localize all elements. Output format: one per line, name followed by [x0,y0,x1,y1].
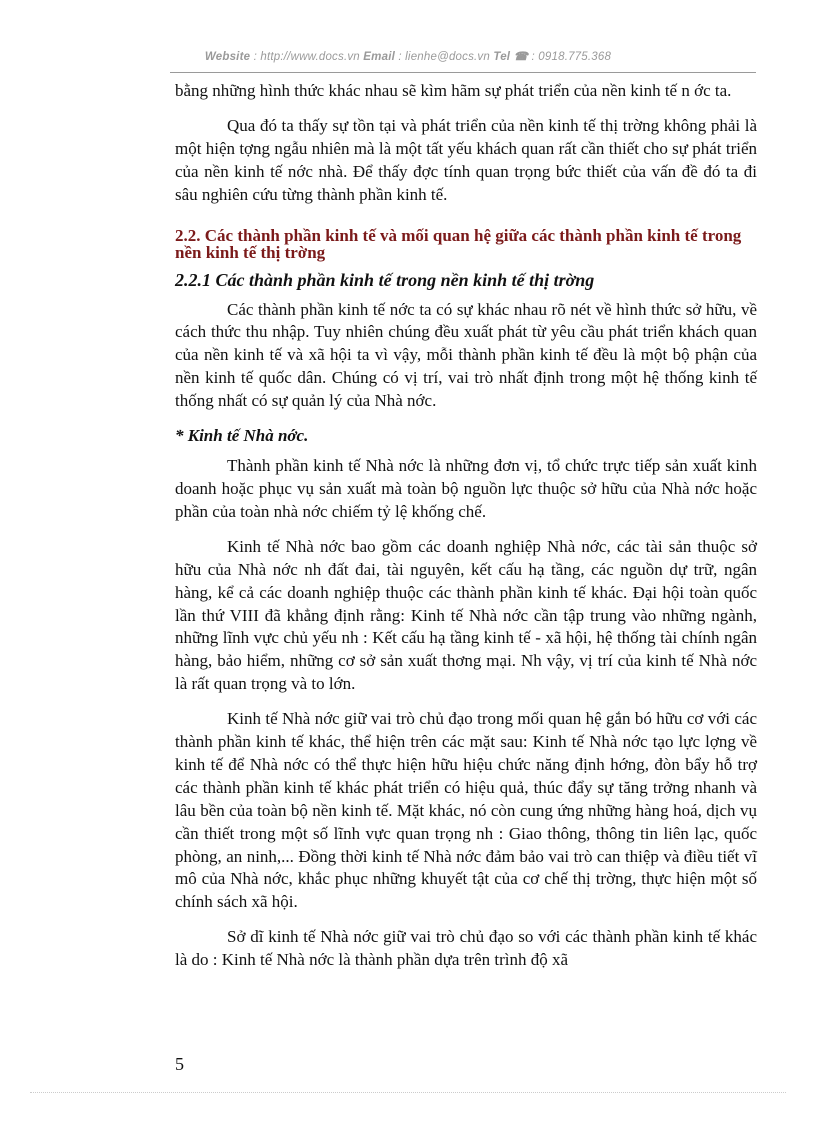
website-label: Website [204,51,251,63]
page-number: 5 [175,1054,184,1074]
state-economy-heading: * Kinh tế Nhà nớc. [175,426,309,446]
tel-value: : 0918.775.368 [531,51,612,63]
paragraph-2: Qua đó ta thấy sự tồn tại và phát triển của nền kinh tế thị trờng không phải là một hiện tợng ngẫu nhiên mà là một tất yếu khách quan rất cần thiết cho sự phát triển của nền kinh tế nớc nhà. Để thấy đợc tính quan trọng bức thiết của vấn đề đó ta đi sâu nghiên cứu từng thành phần kinh tế. [175,115,757,204]
header-divider [170,72,756,73]
tel-label: Tel ☎ [493,51,529,63]
website-value: : http://www.docs.vn [253,51,360,63]
footer-divider [30,1092,786,1093]
section-heading-2-2: 2.2. Các thành phần kinh tế và mối quan hệ giữa các thành phần kinh tế trong nền kinh tế thị trờng [175,225,742,262]
paragraph-1: bằng những hình thức khác nhau sẽ kìm hãm sự phát triển của nền kinh tế n ớc ta. [175,81,732,100]
paragraph-6: Kinh tế Nhà nớc giữ vai trò chủ đạo trong mối quan hệ gắn bó hữu cơ với các thành phần kinh tế khác, thể hiện trên các mặt sau: Kinh tế Nhà nớc tạo lực lợng về kinh tế để Nhà nớc có thể thực hiện hữu hiệu chức năng định hớng, đòn bẩy hỗ trợ các thành phần kinh tế khác phát triển có hiệu quả, thúc đẩy sự tăng trởng nhanh và lâu bền của toàn bộ nền kinh tế. Mặt khác, nó còn cung ứng những hàng hoá, dịch vụ cần thiết trong một số lĩnh vực quan trọng nh : Giao thông, thông tin liên lạc, quốc phòng, an ninh,... Đồng thời kinh tế Nhà nớc đảm bảo vai trò can thiệp và điều tiết vĩ mô của Nhà nớc, khắc phục những khuyết tật của cơ chế thị trờng, thực hiện một số chính sách xã hội. [175,709,757,912]
paragraph-7: Sở dĩ kinh tế Nhà nớc giữ vai trò chủ đạo so với các thành phần kinh tế khác là do : Kinh tế Nhà nớc là thành phần dựa trên trình độ xã [175,927,757,970]
email-value: : lienhe@docs.vn [398,51,490,63]
subsection-heading-2-2-1: 2.2.1 Các thành phần kinh tế trong nền kinh tế thị trờng [175,269,595,290]
email-label: Email [363,51,395,63]
page-header [0,49,816,63]
paragraph-5: Kinh tế Nhà nớc bao gồm các doanh nghiệp Nhà nớc, các tài sản thuộc sở hữu của Nhà nớc nh đất đai, tài nguyên, kết cấu hạ tầng, các nguồn dự trữ, ngân hàng, kể cả các doanh nghiệp thuộc các thành phần kinh tế khác. Đại hội toàn quốc lần thứ VIII đã khẳng định rằng: Kinh tế Nhà nớc cần tập trung vào những ngành, những lĩnh vực chủ yếu nh : Kết cấu hạ tầng kinh tế - xã hội, hệ thống tài chính ngân hàng, bảo hiểm, những cơ sở sản xuất thơng mại. Nh vậy, vị trí của kinh tế Nhà nớc là rất quan trọng và to lớn. [175,536,757,694]
paragraph-3: Các thành phần kinh tế nớc ta có sự khác nhau rõ nét về hình thức sở hữu, về cách thức thu nhập. Tuy nhiên chúng đều xuất phát từ yêu cầu phát triển khách quan của nền kinh tế và xã hội ta vì vậy, mỗi thành phần kinh tế đều là một bộ phận của nền kinh tế quốc dân. Chúng có vị trí, vai trò nhất định trong một hệ thống kinh tế thống nhất có sự quản lý của Nhà nớc. [175,299,757,411]
paragraph-4: Thành phần kinh tế Nhà nớc là những đơn vị, tổ chức trực tiếp sản xuất kinh doanh hoặc phục vụ sản xuất mà toàn bộ nguồn lực thuộc sở hữu của Nhà nớc hoặc phần của toàn nhà nớc chiếm tỷ lệ khống chế. [175,456,757,521]
page-content [175,80,757,984]
